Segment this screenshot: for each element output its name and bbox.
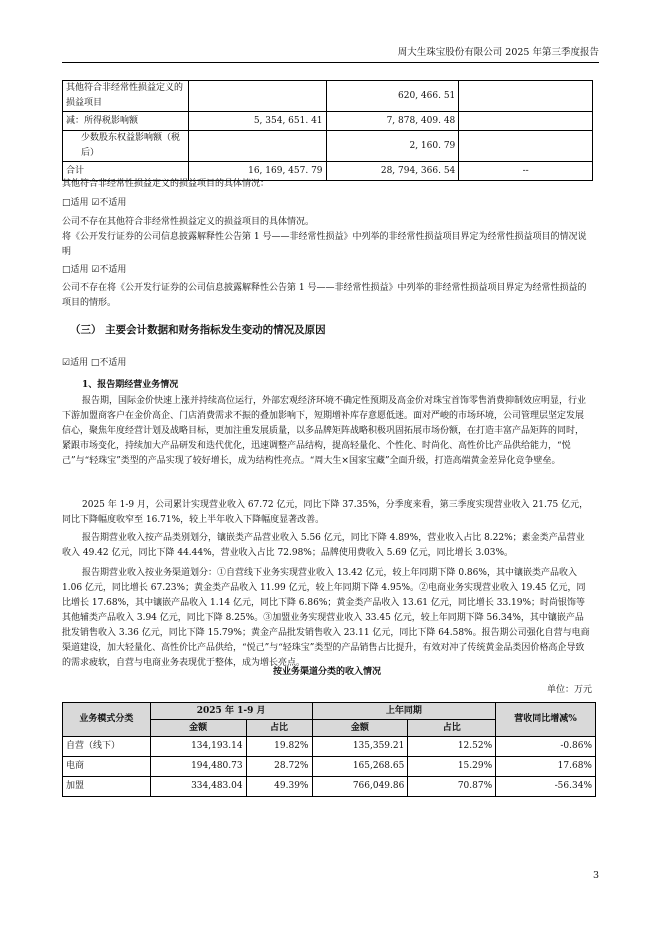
applicability-checkbox: ☑适用 □不适用 xyxy=(62,358,127,368)
row-label: 其他符合非经常性损益定义的损益项目 xyxy=(63,81,189,112)
table-row: 自营（线下） 134,193.14 19.82% 135,359.21 12.52% -0.86% xyxy=(63,737,596,757)
col-header-amount: 金额 xyxy=(312,720,408,737)
table-row: 少数股东权益影响额（税后） 2, 160. 79 xyxy=(63,131,593,162)
no-other-items-note: 公司不存在其他符合非经常性损益定义的损益项目的具体情况。 xyxy=(62,217,315,227)
col-header-share: 占比 xyxy=(246,720,312,737)
body-paragraph: 报告期，国际金价快速上涨并持续高位运行，外部宏观经济环境不确定性预期及高金价对珠宝首饰零售消费抑制效应明显，行业下游加盟商客户在金价高企、门店消费需求不振的叠加影响下，短期增补库存意愿低迷。面对严峻的市场环境，公司管理层坚定发展信心，聚焦年度经营计划及战略目标，更加注重发展质量，以多品牌矩阵战略积极巩固拓展市场份额，在打造丰富产品矩阵的同时，紧跟市场变化，持续加大产品研发和迭代优化，迅速调整产品结构，提高轻量化、个性化、时尚化、高性价比产品供给能力，“悦己”与“轻珠宝”类型的产品实现了较好增长，成为结构性亮点。“周大生×国家宝藏”全面升级，打造高端黄金差异化竞争壁垒。 xyxy=(62,396,587,466)
table-row: 其他符合非经常性损益定义的损益项目 620, 466. 51 xyxy=(63,81,593,112)
body-paragraph: 报告期营业收入按业务渠道划分：①自营线下业务实现营业收入 13.42 亿元，较上年同期下降 0.86%，其中镶嵌类产品收入 1.06 亿元，同比增长 67.23%；黄金类产品收入 11.99 亿元，较上年同期下降 4.95%。②电商业务实现营业收入 19.45 亿元，同比增长 17.68%，其中镶嵌产品收入 1.14 亿元，同比下降 6.86%；黄金类产品收入 13.61 亿元，同比增长 33.19%；时尚银饰等其他辅类产品收入 3.94 亿元，同比下降 8.25%。③加盟业务实现营业收入 33.45 亿元，较上年同期下降 56.34%，其中镶嵌产品批发销售收入 3.36 亿元，同比下降 15.79%；黄金产品批发销售收入 23.11 亿元，同比下降 64.58%。报告期公司强化自营与电商渠道建设，加大轻量化、高性价比产品供给，“悦己”与“轻珠宝”类型的产品销售占比提升，有效对冲了传统黄金品类因价格高企导致的需求疲软，自营与电商业务表现优于整体，成为增长亮点。 xyxy=(62,568,590,668)
col-header-prior: 上年同期 xyxy=(312,703,496,720)
row-label: 合计 xyxy=(63,162,189,181)
header-divider xyxy=(62,62,599,63)
page-number: 3 xyxy=(592,870,599,881)
row-label: 减：所得税影响额 xyxy=(63,112,189,131)
body-paragraph: 2025 年 1-9 月，公司累计实现营业收入 67.72 亿元，同比下降 37.35%，分季度来看，第三季度实现营业收入 21.75 亿元，同比下降幅度收窄至 16.71%，较上半年收入下降幅度显著改善。 xyxy=(62,500,589,525)
channel-revenue-table xyxy=(62,702,596,797)
col-header-change: 营收同比增减% xyxy=(496,703,596,737)
col-header-current: 2025 年 1-9 月 xyxy=(150,703,312,720)
applicability-checkbox: □适用 ☑不适用 xyxy=(62,265,127,275)
non-recurring-table xyxy=(62,80,593,181)
unit-label: 单位：万元 xyxy=(546,685,592,695)
col-header-amount: 金额 xyxy=(150,720,246,737)
body-paragraph: 报告期营业收入按产品类别划分，镶嵌类产品营业收入 5.56 亿元，同比下降 4.89%，营业收入占比 8.22%；素金类产品营业收入 49.42 亿元，同比下降 44.44%，营业收入占比 72.98%；品牌使用费收入 5.69 亿元，同比增长 3.03%。 xyxy=(62,533,585,558)
applicability-checkbox: □适用 ☑不适用 xyxy=(62,198,127,208)
no-reclassification-note: 公司不存在将《公开发行证券的公司信息披露解释性公告第 1 号——非经常性损益》中列举的非经常性损益项目界定为经常性损益的项目的情形。 xyxy=(62,283,587,308)
report-header: 周大生珠宝股份有限公司 2025 年第三季度报告 xyxy=(397,47,599,58)
table-row: 合计 16, 169, 457. 79 28, 794, 366. 54 -- xyxy=(63,162,593,181)
subsection-heading: 1、报告期经营业务情况 xyxy=(82,380,179,390)
reclassification-note: 将《公开发行证券的公司信息披露解释性公告第 1 号——非经常性损益》中列举的非经常性损益项目界定为经常性损益项目的情况说明 xyxy=(62,232,587,257)
table-caption: 按业务渠道分类的收入情况 xyxy=(272,667,381,677)
table-row: 加盟 334,483.04 49.39% 766,049.86 70.87% -56.34% xyxy=(63,777,596,797)
table-row: 电商 194,480.73 28.72% 165,268.65 15.29% 17.68% xyxy=(63,757,596,777)
detail-note: 其他符合非经常性损益定义的损益项目的具体情况： xyxy=(62,179,270,189)
table-row: 减：所得税影响额 5, 354, 651. 41 7, 878, 409. 48 xyxy=(63,112,593,131)
section-heading: （三） 主要会计数据和财务指标发生变动的情况及原因 xyxy=(70,324,326,336)
col-header-category: 业务模式分类 xyxy=(63,703,151,737)
row-label: 少数股东权益影响额（税后） xyxy=(63,131,189,162)
col-header-share: 占比 xyxy=(408,720,496,737)
